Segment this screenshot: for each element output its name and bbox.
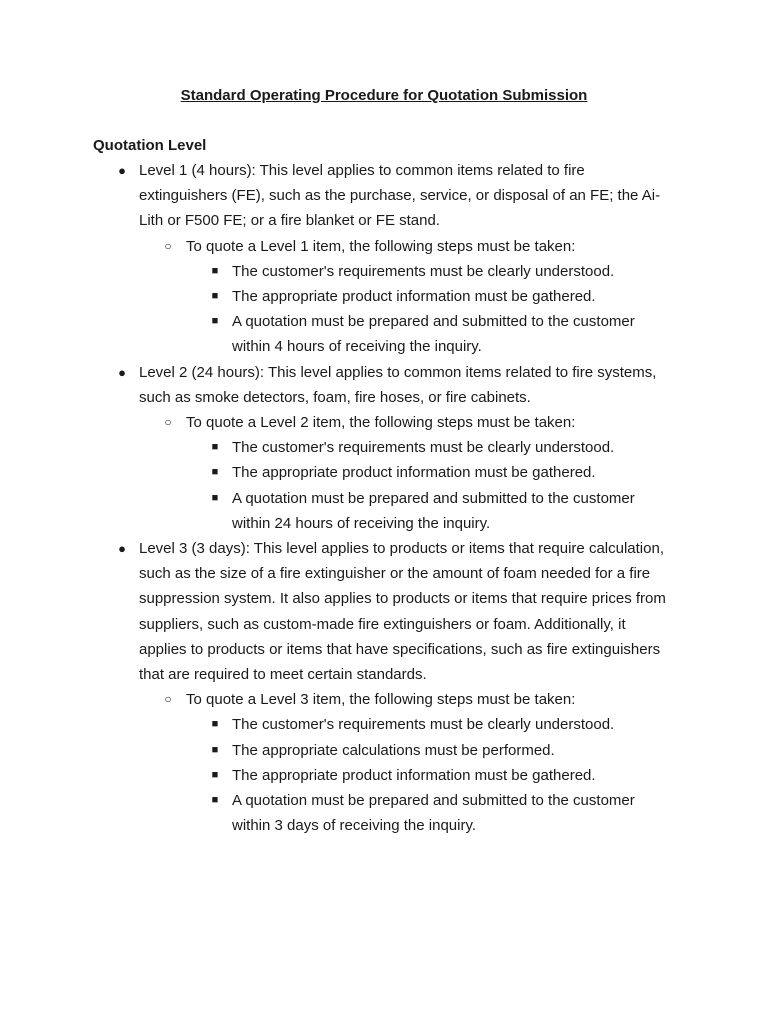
step-text: The appropriate product information must be gathered.: [232, 766, 596, 784]
steps-intro: [164, 410, 768, 435]
square-bullet-icon: ■: [211, 290, 219, 303]
hollow-circle-bullet-icon: ○: [164, 415, 172, 430]
page-title: Standard Operating Procedure for Quotation Submission: [180, 87, 588, 104]
square-bullet-icon: ■: [211, 491, 219, 504]
step-item: [211, 788, 672, 838]
hollow-circle-bullet-icon: ○: [164, 238, 172, 253]
step-text: The appropriate product information must be gathered.: [232, 288, 596, 306]
step-item: [211, 309, 672, 359]
step-text: A quotation must be prepared and submitted to the customer within 4 hours of receiving the inquiry.: [232, 313, 635, 356]
square-bullet-icon: ■: [211, 743, 219, 756]
level-text: Level 1 (4 hours): This level applies to common items related to fire extinguishers (FE), such as the purchase, service, or disposal of an FE; the Ai-Lith or F500 FE; or a fire blanket or FE stand.: [139, 162, 661, 230]
step-item: [211, 435, 672, 460]
step-item: [211, 259, 672, 284]
square-bullet-icon: ■: [211, 315, 219, 328]
step-item: [211, 738, 672, 763]
square-bullet-icon: ■: [211, 264, 219, 277]
level-item: [118, 360, 674, 410]
square-bullet-icon: ■: [211, 794, 219, 807]
hollow-circle-bullet-icon: ○: [164, 692, 172, 707]
square-bullet-icon: ■: [211, 466, 219, 479]
square-bullet-icon: ■: [211, 768, 219, 781]
filled-circle-bullet-icon: ●: [118, 541, 126, 557]
square-bullet-icon: ■: [211, 718, 219, 731]
step-text: A quotation must be prepared and submitted to the customer within 3 days of receiving the inquiry.: [232, 792, 635, 835]
step-text: The appropriate calculations must be performed.: [232, 741, 555, 759]
step-text: The customer's requirements must be clearly understood.: [232, 262, 615, 280]
square-bullet-icon: ■: [211, 441, 219, 454]
level-text: Level 2 (24 hours): This level applies to common items related to fire systems, such as smoke detectors, foam, fire hoses, or fire cabinets.: [139, 363, 657, 406]
step-item: [211, 284, 672, 309]
steps-intro: [164, 234, 768, 259]
level-item: [118, 158, 674, 234]
steps-intro: [164, 687, 768, 712]
quotation-levels: [0, 158, 768, 838]
step-item: [211, 486, 672, 536]
step-text: The appropriate product information must be gathered.: [232, 464, 596, 482]
step-item: [211, 460, 672, 485]
step-text: A quotation must be prepared and submitted to the customer within 24 hours of receiving the inquiry.: [232, 489, 635, 532]
step-text: The customer's requirements must be clearly understood.: [232, 716, 615, 734]
step-item: [211, 712, 672, 737]
level-item: [118, 536, 674, 687]
steps-intro-text: To quote a Level 2 item, the following steps must be taken:: [186, 414, 576, 432]
filled-circle-bullet-icon: ●: [118, 163, 126, 178]
filled-circle-bullet-icon: ●: [118, 364, 126, 380]
section-heading: Quotation Level: [93, 137, 207, 154]
steps-intro-text: To quote a Level 3 item, the following steps must be taken:: [186, 691, 576, 709]
level-text: Level 3 (3 days): This level applies to products or items that require calculation, such as the size of a fire extinguisher or the amount of foam needed for a fire suppression system. It also applies to products or items that require prices from suppliers, such as custom-made fire extinguishers or foam. Additionally, it applies to products or items that have specifications, such as fire extinguishers that are required to meet certain standards.: [139, 540, 666, 684]
step-item: [211, 763, 672, 788]
step-text: The customer's requirements must be clearly understood.: [232, 439, 615, 457]
steps-intro-text: To quote a Level 1 item, the following steps must be taken:: [186, 237, 576, 255]
